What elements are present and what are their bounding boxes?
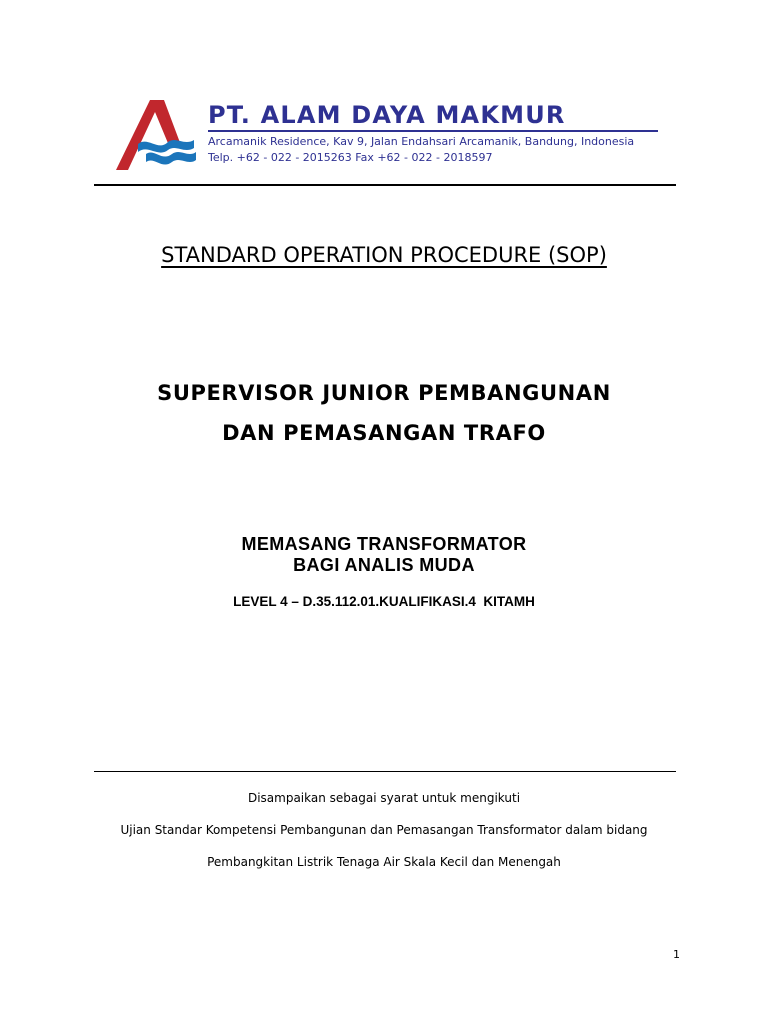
company-name-rule xyxy=(208,130,658,132)
subtitle-line-1: MEMASANG TRANSFORMATOR xyxy=(241,534,527,554)
letterhead xyxy=(94,86,676,186)
submission-notes xyxy=(0,788,768,884)
company-a-logo-icon xyxy=(108,96,198,172)
main-title-line-2: DAN PEMASANGAN TRAFO xyxy=(222,421,546,445)
page-number: 1 xyxy=(673,948,680,961)
level-code: LEVEL 4 – D.35.112.01.KUALIFIKASI.4 KITAMH xyxy=(233,594,535,609)
main-title-line-1: SUPERVISOR JUNIOR PEMBANGUNAN xyxy=(157,381,611,405)
subtitle-line-2: BAGI ANALIS MUDA xyxy=(293,555,475,575)
notes-line-2: Ujian Standar Kompetensi Pembangunan dan Pemasangan Transformator dalam bidang xyxy=(120,823,648,837)
company-name: PT. ALAM DAYA MAKMUR xyxy=(208,101,566,129)
document-title: STANDARD OPERATION PROCEDURE (SOP) xyxy=(161,243,607,267)
notes-line-1: Disampaikan sebagai syarat untuk mengikuti xyxy=(247,791,521,805)
subtitle xyxy=(0,534,768,576)
company-phone: Telp. +62 - 022 - 2015263 Fax +62 - 022 - 2018597 xyxy=(208,151,493,164)
company-address: Arcamanik Residence, Kav 9, Jalan Endahsari Arcamanik, Bandung, Indonesia xyxy=(208,135,635,148)
company-info xyxy=(208,100,670,166)
main-title xyxy=(0,373,768,453)
header-divider xyxy=(94,184,676,186)
notes-line-3: Pembangkitan Listrik Tenaga Air Skala Kecil dan Menengah xyxy=(207,855,561,869)
footer-divider xyxy=(94,771,676,772)
